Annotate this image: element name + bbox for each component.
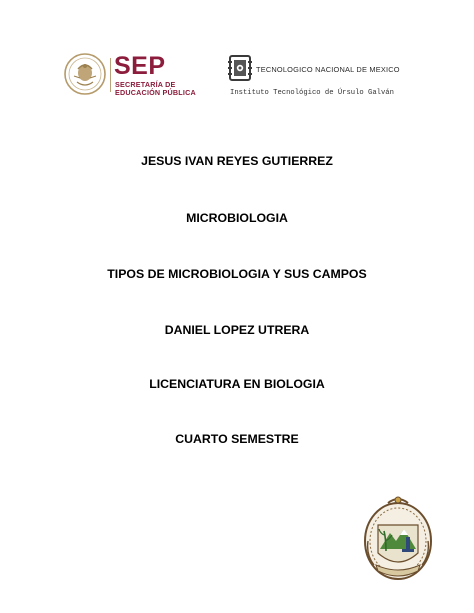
tecnm-logo xyxy=(228,54,398,100)
student-name: JESUS IVAN REYES GUTIERREZ xyxy=(141,154,333,168)
tecnm-gear-icon xyxy=(228,54,252,82)
topic-title: TIPOS DE MICROBIOLOGIA Y SUS CAMPOS xyxy=(107,267,367,281)
sep-logo-text: SEP xyxy=(114,52,166,80)
tecnm-name: TECNOLOGICO NACIONAL DE MEXICO xyxy=(256,65,400,74)
sep-subtitle-line1: SECRETARÍA DE xyxy=(115,80,176,89)
semester-label: CUARTO SEMESTRE xyxy=(175,432,299,446)
subject-name: MICROBIOLOGIA xyxy=(186,211,288,225)
sep-divider xyxy=(110,58,111,92)
teacher-name: DANIEL LOPEZ UTRERA xyxy=(164,323,310,337)
mexican-coat-of-arms-icon xyxy=(64,52,106,96)
institute-name: Instituto Tecnológico de Úrsulo Galván xyxy=(230,89,394,97)
institute-emblem-icon xyxy=(362,495,434,583)
sep-logo xyxy=(64,52,196,98)
sep-subtitle-line2: EDUCACIÓN PÚBLICA xyxy=(115,88,196,97)
degree-name: LICENCIATURA EN BIOLOGIA xyxy=(149,377,325,391)
